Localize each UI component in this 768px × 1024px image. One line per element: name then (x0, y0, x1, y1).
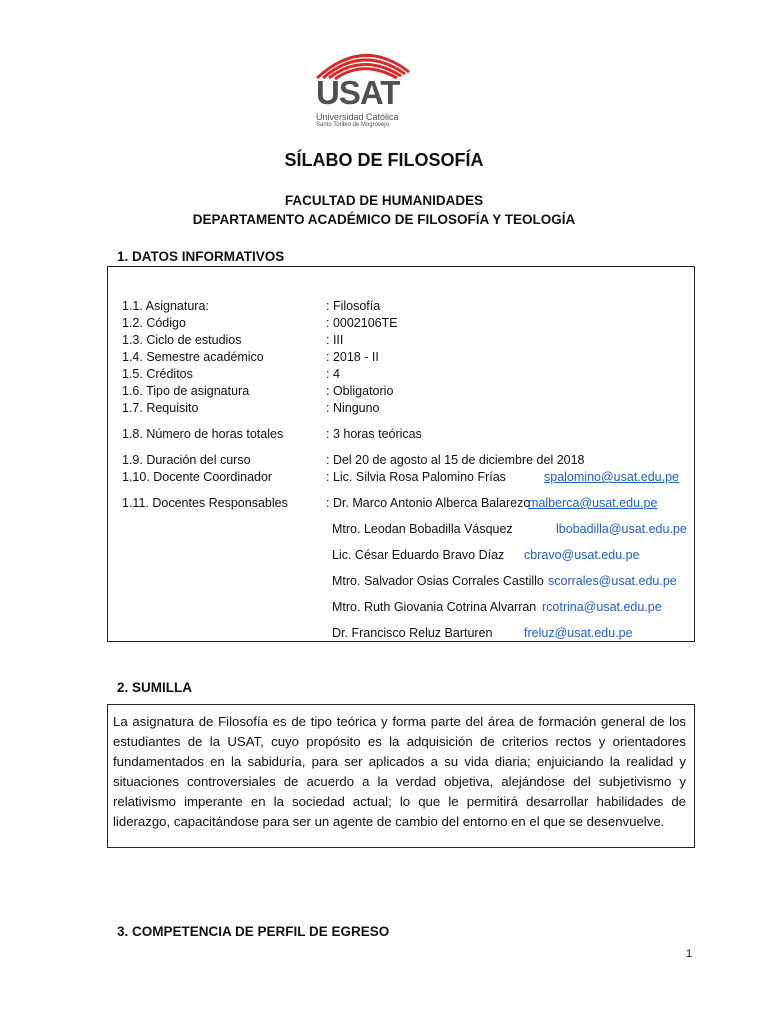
datos-informativos-box (107, 266, 695, 642)
teacher-name: Mtro. Ruth Giovania Cotrina Alvarran (332, 600, 537, 614)
info-label: 1.1. Asignatura: (122, 299, 209, 313)
section-2-heading: 2. SUMILLA (117, 680, 193, 695)
info-label: 1.6. Tipo de asignatura (122, 384, 250, 398)
logo-wordmark: USAT (316, 74, 400, 111)
section-1-heading: 1. DATOS INFORMATIVOS (117, 249, 285, 264)
teacher-email[interactable]: scorrales@usat.edu.pe (548, 574, 677, 588)
email-link[interactable]: malberca@usat.edu.pe (528, 496, 658, 510)
info-label: 1.7. Requisito (122, 401, 199, 415)
faculty-heading: FACULTAD DE HUMANIDADES (284, 193, 484, 208)
logo-university: Universidad Católica (316, 112, 399, 122)
info-value: : Dr. Marco Antonio Alberca Balarezo (326, 496, 531, 510)
teacher-email[interactable]: rcotrina@usat.edu.pe (542, 600, 662, 614)
info-value: : 2018 - II (326, 350, 379, 364)
page-number: 1 (686, 948, 693, 960)
usat-logo (313, 42, 413, 128)
page-title: SÍLABO DE FILOSOFÍA (284, 150, 484, 170)
teacher-email[interactable]: lbobadilla@usat.edu.pe (556, 522, 687, 536)
info-label: 1.3. Ciclo de estudios (122, 333, 242, 347)
info-label: 1.2. Código (122, 316, 186, 330)
info-value: : Filosofía (326, 299, 381, 313)
teacher-name: Mtro. Leodan Bobadilla Vásquez (332, 522, 513, 536)
info-value: : 0002106TE (326, 316, 398, 330)
info-value: : III (326, 333, 344, 347)
info-label: 1.10. Docente Coordinador (122, 470, 273, 484)
email-link[interactable]: spalomino@usat.edu.pe (544, 470, 679, 484)
info-label: 1.9. Duración del curso (122, 453, 251, 467)
department-heading: DEPARTAMENTO ACADÉMICO DE FILOSOFÍA Y TEOLOGÍA (192, 212, 576, 227)
teacher-email[interactable]: cbravo@usat.edu.pe (524, 548, 640, 562)
info-value: : 4 (326, 367, 340, 381)
teacher-name: Mtro. Salvador Osias Corrales Castillo (332, 574, 544, 588)
info-value: : Del 20 de agosto al 15 de diciembre del 2018 (326, 453, 585, 467)
logo-subtitle: Santo Toribio de Mogrovejo (316, 122, 389, 128)
info-value: : 3 horas teóricas (326, 427, 422, 441)
info-label: 1.5. Créditos (122, 367, 193, 381)
teacher-email[interactable]: freluz@usat.edu.pe (524, 626, 633, 640)
info-label: 1.8. Número de horas totales (122, 427, 284, 441)
teacher-name: Lic. César Eduardo Bravo Díaz (332, 548, 505, 562)
sumilla-text: La asignatura de Filosofía es de tipo teórica y forma parte del área de formación general de los estudiantes de la USAT, cuyo propósito es la adquisición de criterios rectos y orientadores fundamentados en la sabiduría, para ser aplicados a su vida diaria; enjuiciando la realidad y situaciones controversiales de acuerdo a la verdad objetiva, alejándose del subjetivismo y relativismo imperante en la sociedad actual; lo que le permitirá desarrollar habilidades de liderazgo, capacitándose para ser un agente de cambio del entorno en el que se desenvuelve. (113, 714, 686, 829)
info-value: : Ninguno (326, 401, 380, 415)
info-label: 1.11. Docentes Responsables (122, 496, 288, 510)
info-value: : Obligatorio (326, 384, 394, 398)
info-label: 1.4. Semestre académico (122, 350, 264, 364)
teacher-name: Dr. Francisco Reluz Barturen (332, 626, 493, 640)
section-3-heading: 3. COMPETENCIA DE PERFIL DE EGRESO (117, 924, 390, 939)
info-value: : Lic. Silvia Rosa Palomino Frías (326, 470, 506, 484)
